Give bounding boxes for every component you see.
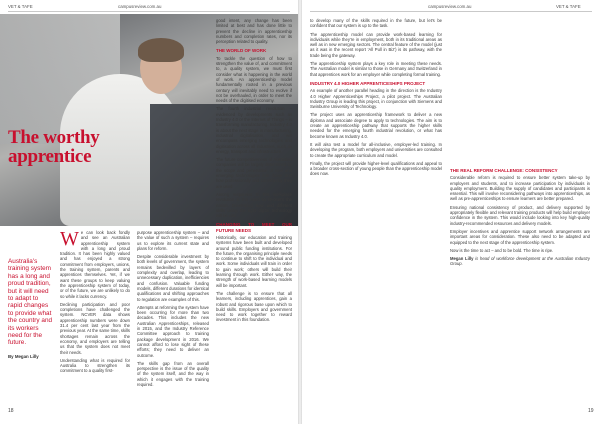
subheading: THE WORLD OF WORK: [216, 48, 267, 54]
paragraph: The skills gap from an overall perspective is the issue of the quality of the system itself, and the way in which it engages with the training required.: [137, 360, 209, 388]
author-bio-text: is head of workforce development at the Australian Industry Group.: [450, 256, 590, 267]
author-bio: [450, 256, 590, 267]
header-rule: [310, 11, 592, 12]
paragraph: Understanding what is required for Australia to strengthen its commitment to a quality first-: [60, 357, 130, 374]
standfirst: Australia's training system has a long and proud tradition, but it will need to adapt to rapid changes to provide what the country and its workers need for the future.: [8, 258, 53, 347]
paragraph: Considerable reform is required to ensure better system take-up by employers and students, and to increase participation by individuals in quality employment. Building the supply of candidates and participants is essential. This will involve reconsidering pathways into apprenticeships, as well as pre-apprenticeships to ensure learners are better prepared.: [450, 175, 590, 202]
page-number: 19: [588, 408, 594, 414]
right-column-1: [310, 18, 442, 404]
paragraph: Declining participation and poor completions have challenged the system. NCVER data shows apprenticeship numbers were down 31.4 per cent last year from the previous year. At the same time, skills shortages remain across the economy, and employers are telling us that the system does not meet their needs.: [60, 301, 130, 355]
header-rule: [8, 11, 290, 12]
paragraph: The apprenticeship model can provide work-based learning for individuals while they're in employment, both in its traditional areas as well as in new emerging sectors. The central feature of the model (just as it was in the recent report 'All Pull in Biz') is its pathway, with the trade being the gateway.: [310, 31, 442, 58]
website-label: campusreview.com.au: [428, 4, 472, 9]
left-column-2: [137, 230, 209, 404]
byline: By Megan Lilly: [8, 354, 39, 359]
paragraph: purpose apprenticeship system – and the value of such a system – requires us to explore its current state and plans for reform.: [137, 230, 209, 251]
intro-paragraph: [60, 230, 130, 299]
paragraph: Employer incentives and apprentice support network arrangements are important areas for consideration. These also need to be adapted and equipped to the next stage of the apprenticeship system.: [450, 228, 590, 245]
website-label: campusreview.com.au: [118, 4, 162, 9]
paragraph: Finally, the project will provide higher-level qualifications and appeal to a broader cross-section of young people than the apprenticeship model does now.: [310, 160, 442, 177]
headline-line-1: The worthy: [8, 127, 100, 148]
paragraph: The project uses an apprenticeship framework to deliver a new diploma and associate degree to apply to technologies. The aim is to create an apprenticeship pathway that supports the higher skills needed for the emerging fourth industrial revolution, or what has become known as Industry 4.0.: [310, 112, 442, 139]
right-column-2: [450, 18, 590, 404]
paragraph: The challenge is to ensure that all learners, including apprentices, gain a robust and rigorous base upon which to build skills. Employers and government need to work together to reward investment in this foundation.: [216, 290, 292, 323]
author-name: Megan Lilly: [450, 256, 474, 262]
left-column-1: [60, 230, 130, 404]
section-label: VET & TAFE: [8, 4, 33, 9]
headline: [8, 128, 128, 166]
subheading: INDUSTRY 4.0 HIGHER APPRENTICESHIPS PROJECT: [310, 80, 426, 86]
section-label: VET & TAFE: [556, 4, 581, 9]
drop-cap: W: [60, 230, 79, 250]
apprentice-hair: [138, 38, 184, 62]
paragraph: Attempts at reforming the system have been occurring for more than two decades. This includes the new Australian Apprenticeships, released in 2015, and the Industry Reference Committee approach to training package development in 2016. We cannot afford to lose sight of these efforts; they need to deliver an outcome.: [137, 304, 209, 358]
left-page: [0, 0, 298, 424]
right-page: [302, 0, 600, 424]
paragraph: Historically, our education and training systems have been built and developed around public funding institutions. For the future, the organising principle needs to continue to shift to the individual and work. Some individuals will train in order to gain work; others will build their learning through work. Either way, the strength of work-based learning models will be important.: [216, 234, 292, 288]
paragraph: Among responses to this workplace revolution is the need to re-orient the nation. Developing new and different skills using the right digital technology will be vital.: [216, 191, 292, 219]
paragraph: An example of another parallel heading in the direction is the Industry 4.0 Higher Apprenticeships Project, a pilot project. The Australian Industry Group is leading this project, in conjunction with Siemens and Swinburne University of Technology.: [310, 88, 442, 110]
paragraph: to develop many of the skills required in the future, but let's be confident that our system is up to the task.: [310, 18, 442, 29]
paragraph: To tackle the question of how to strengthen the value of, and commitment to, a quality system, we must first consider what is happening in the world of work. An apprenticeship model fundamentally rooted in a previous century will inevitably need to evolve if not be overhauled, in order to meet the needs of the digitised economy.: [216, 55, 292, 104]
paragraph: good intent, any change has been limited at best and has done little to prevent the decline in apprenticeship numbers and completion rates, nor its perception related to quality.: [216, 18, 292, 45]
paragraph: It will also test a model for all-inclusive, employer-led training. In developing the program, both employers and universities are consulted to create the appropriate curriculum and model.: [310, 141, 442, 158]
page-number: 18: [8, 408, 14, 414]
headline-line-2: apprentice: [8, 146, 92, 167]
paragraph: Ensuring national consistency of product, and delivery supported by appropriately flexible and relevant training products will help build employer confidence in the system. This would include looking into key high-quality industry-recommended resources and delivery models.: [450, 204, 590, 226]
paragraph: Despite considerable investment by both levels of government, the system remains bedevilled by layers of complexity and overlap, leading to unnecessary duplication, inefficiencies and confusion. Valuable funding models, different durations for identical qualifications and shifting approaches to regulation are examples of this.: [137, 254, 209, 302]
left-column-3: [216, 18, 292, 404]
subheading: CHANGING TO MEET OUR FUTURE NEEDS: [216, 222, 292, 233]
paragraph: The apprenticeship system plays a key role in meeting these needs. The Australian model is similar to those in Germany and Switzerland in that apprentices work for an employer while completing formal training.: [310, 61, 442, 77]
subheading: THE REAL REFORM CHALLENGE: CONSISTENCY: [450, 168, 558, 173]
paragraph: The fourth industrial revolution – evidenced by developments such as Industry 4.0 or the Internet of Things – is transforming manufacturing. Industry 4.0 is about the next stage in manufacturing, industrial digitalisation, and will encompass emerging technologies and digitisation across all industries, such as energy, transport and infrastructure.: [216, 106, 292, 154]
intro-text: e can look back fondly and see an Australian apprenticeship system with a long and proud tradition. It has been highly valued and has enjoyed a strong commitment from employers, unions, the training system, parents and apprentices themselves. Yet, if we want these groups to keep valuing the apprenticeship system of today, or of the future, we are unlikely to do so while it lacks currency.: [60, 230, 130, 299]
paragraph: The future competitiveness of Australian companies will be largely determined by the scope and penetration of new and emerging technologies into these and how professionally and consistently they are used.: [216, 157, 292, 189]
paragraph: Now is the time to act – and to be bold. The time is ripe.: [450, 247, 554, 253]
